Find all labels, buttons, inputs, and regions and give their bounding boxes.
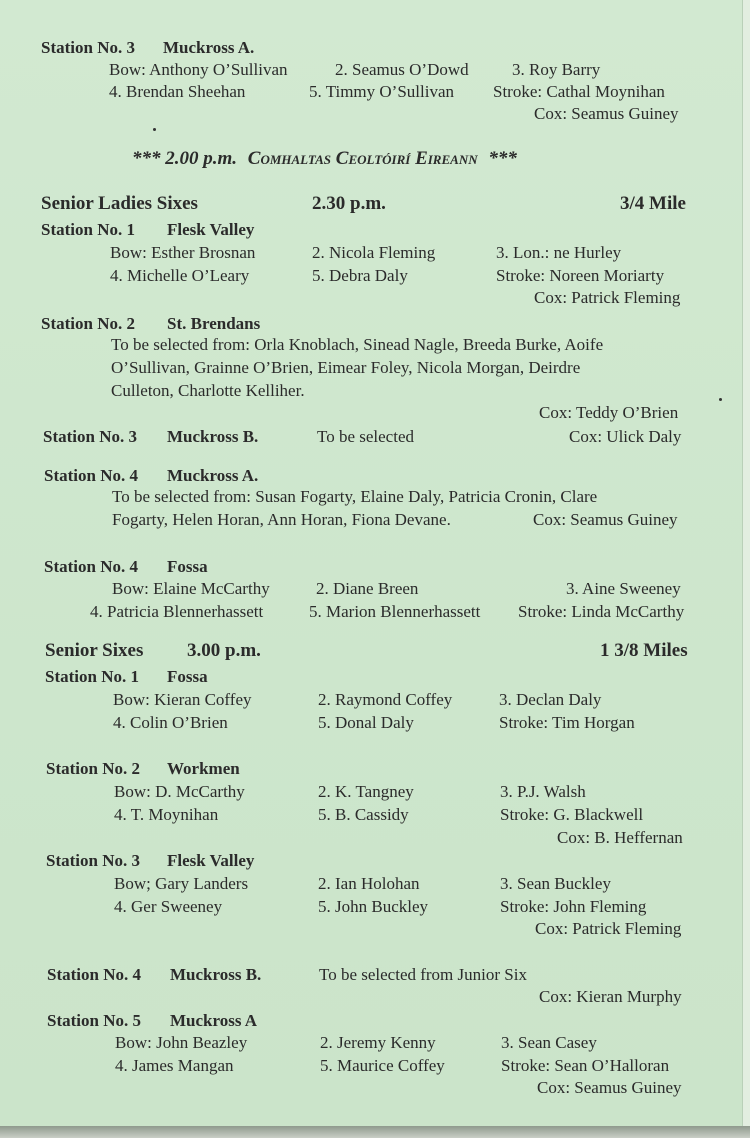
crew-5: 5. Debra Daly — [312, 266, 408, 285]
event-distance: 1 3/8 Miles — [600, 640, 688, 661]
event-time: 3.00 p.m. — [187, 640, 261, 661]
club-name: Muckross B. — [170, 965, 262, 984]
crew-stroke: Stroke: Cathal Moynihan — [493, 82, 665, 101]
crew-stroke: Stroke: Noreen Moriarty — [496, 266, 665, 285]
crew-3: 3. Roy Barry — [512, 60, 601, 79]
crew-5: 5. Maurice Coffey — [320, 1056, 445, 1075]
crew-stroke: Stroke: Sean O’Halloran — [501, 1056, 670, 1075]
crew-bow: Bow: D. McCarthy — [114, 782, 245, 801]
station-label: Station No. 4 — [47, 965, 141, 984]
club-name: Muckross A. — [167, 466, 259, 485]
crew-cox: Cox: Patrick Fleming — [534, 288, 681, 307]
crew-4: 4. T. Moynihan — [114, 805, 219, 824]
selection-note: To be selected from Junior Six — [319, 965, 527, 984]
speck-dot — [153, 128, 156, 131]
crew-5: 5. John Buckley — [318, 897, 429, 916]
club-name: Flesk Valley — [167, 220, 255, 239]
crew-cox: Cox: Seamus Guiney — [537, 1078, 682, 1097]
banner-time: 2.00 p.m. — [165, 148, 238, 169]
crew-4: 4. Michelle O’Leary — [110, 266, 250, 285]
crew-3: 3. P.J. Walsh — [500, 782, 586, 801]
crew-stroke: Stroke: G. Blackwell — [500, 805, 644, 824]
station-label: Station No. 4 — [44, 557, 138, 576]
crew-cox: Cox: Teddy O’Brien — [539, 403, 679, 422]
crew-3: 3. Sean Buckley — [500, 874, 611, 893]
crew-stroke: Stroke: Tim Horgan — [499, 713, 635, 732]
crew-bow: Bow; Gary Landers — [114, 874, 249, 893]
selection-text: To be selected from: Susan Fogarty, Elaine Daly, Patricia Cronin, Clare — [112, 487, 598, 506]
crew-5: 5. Marion Blennerhassett — [309, 602, 481, 621]
station-label: Station No. 1 — [41, 220, 135, 239]
crew-3: 3. Declan Daly — [499, 690, 602, 709]
crew-cox: Cox: Ulick Daly — [569, 427, 682, 446]
club-name: Fossa — [167, 557, 208, 576]
club-name: Workmen — [167, 759, 240, 778]
crew-2: 2. Seamus O’Dowd — [335, 60, 469, 79]
crew-5: 5. Timmy O’Sullivan — [309, 82, 455, 101]
crew-cox: Cox: Kieran Murphy — [539, 987, 682, 1006]
crew-4: 4. James Mangan — [115, 1056, 234, 1075]
page-edge — [742, 0, 750, 1128]
station-label: Station No. 1 — [45, 667, 139, 686]
crew-cox: Cox: Seamus Guiney — [534, 104, 679, 123]
club-name: Muckross A. — [163, 38, 255, 57]
crew-bow: Bow: John Beazley — [115, 1033, 248, 1052]
club-name: Flesk Valley — [167, 851, 255, 870]
station-label: Station No. 3 — [41, 38, 135, 57]
crew-4: 4. Ger Sweeney — [114, 897, 223, 916]
selection-note: To be selected — [317, 427, 414, 446]
selection-text: Culleton, Charlotte Kelliher. — [111, 381, 305, 400]
crew-3: 3. Lon.: ne Hurley — [496, 243, 622, 262]
crew-stroke: Stroke: Linda McCarthy — [518, 602, 685, 621]
station-label: Station No. 3 — [43, 427, 137, 446]
club-name: Muckross B. — [167, 427, 259, 446]
club-name: St. Brendans — [167, 314, 261, 333]
banner-title: Comhaltas Ceoltóirí Eireann — [247, 148, 478, 169]
station-label: Station No. 2 — [46, 759, 140, 778]
station-label: Station No. 2 — [41, 314, 135, 333]
event-title: Senior Sixes — [45, 640, 144, 661]
crew-stroke: Stroke: John Fleming — [500, 897, 647, 916]
crew-5: 5. B. Cassidy — [318, 805, 409, 824]
crew-bow: Bow: Esther Brosnan — [110, 243, 256, 262]
station-label: Station No. 3 — [46, 851, 140, 870]
club-name: Muckross A — [170, 1011, 258, 1030]
crew-2: 2. Nicola Fleming — [312, 243, 436, 262]
event-time: 2.30 p.m. — [312, 193, 386, 214]
crew-2: 2. Diane Breen — [316, 579, 419, 598]
selection-text: Fogarty, Helen Horan, Ann Horan, Fiona Devane. — [112, 510, 451, 529]
crew-bow: Bow: Anthony O’Sullivan — [109, 60, 288, 79]
page-bottom-shadow — [0, 1126, 750, 1138]
banner-stars-left: *** — [132, 148, 161, 169]
event-title: Senior Ladies Sixes — [41, 193, 198, 214]
crew-3: 3. Sean Casey — [501, 1033, 597, 1052]
station-label: Station No. 4 — [44, 466, 138, 485]
crew-cox: Cox: Seamus Guiney — [533, 510, 678, 529]
crew-cox: Cox: B. Heffernan — [557, 828, 683, 847]
station-label: Station No. 5 — [47, 1011, 141, 1030]
crew-cox: Cox: Patrick Fleming — [535, 919, 682, 938]
crew-bow: Bow: Kieran Coffey — [113, 690, 252, 709]
crew-3: 3. Aine Sweeney — [566, 579, 681, 598]
interval-banner — [132, 148, 517, 170]
crew-bow: Bow: Elaine McCarthy — [112, 579, 270, 598]
crew-2: 2. Jeremy Kenny — [320, 1033, 436, 1052]
banner-stars-right: *** — [488, 148, 517, 169]
club-name: Fossa — [167, 667, 208, 686]
crew-2: 2. Ian Holohan — [318, 874, 420, 893]
selection-text: To be selected from: Orla Knoblach, Sinead Nagle, Breeda Burke, Aoife — [111, 335, 604, 354]
crew-4: 4. Patricia Blennerhassett — [90, 602, 264, 621]
speck-dot — [719, 398, 722, 401]
selection-text: O’Sullivan, Grainne O’Brien, Eimear Foley, Nicola Morgan, Deirdre — [111, 358, 581, 377]
crew-2: 2. Raymond Coffey — [318, 690, 453, 709]
crew-5: 5. Donal Daly — [318, 713, 414, 732]
crew-4: 4. Brendan Sheehan — [109, 82, 246, 101]
crew-2: 2. K. Tangney — [318, 782, 414, 801]
crew-4: 4. Colin O’Brien — [113, 713, 228, 732]
event-distance: 3/4 Mile — [620, 193, 686, 214]
